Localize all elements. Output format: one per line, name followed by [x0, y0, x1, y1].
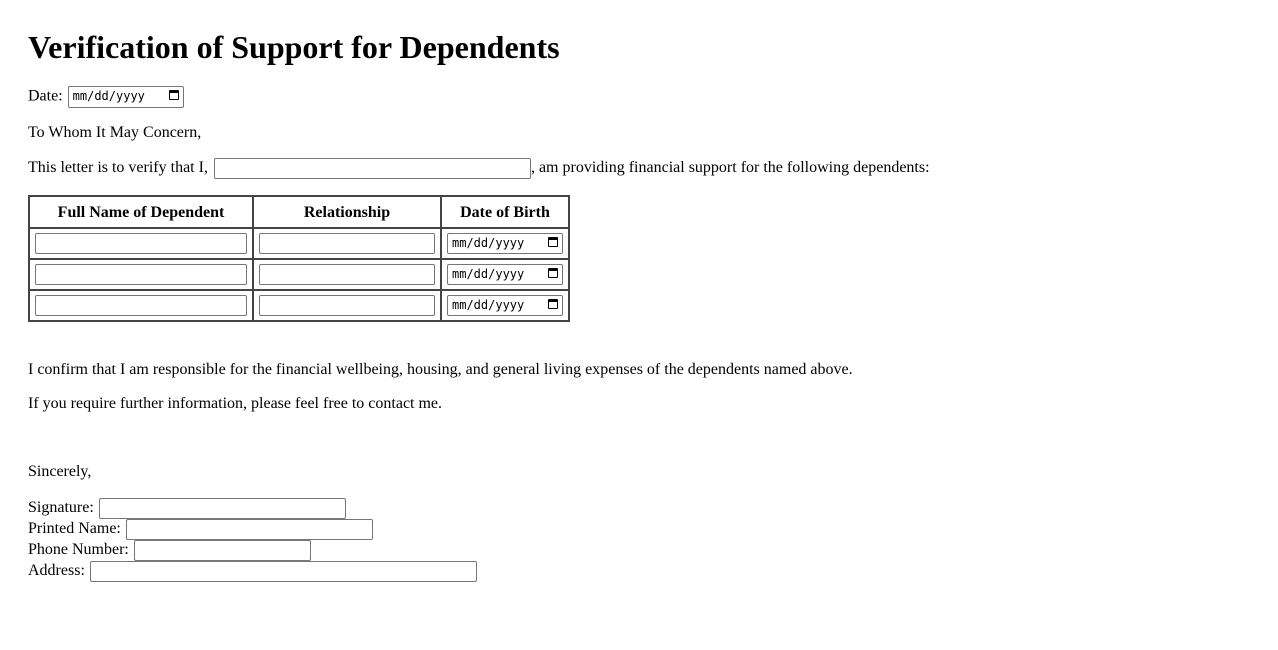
printed-name-label: Printed Name:: [28, 520, 121, 537]
table-row: [29, 259, 569, 290]
signature-row: [28, 497, 346, 518]
table-header-row: [29, 196, 569, 228]
dependent-relationship-input[interactable]: [259, 264, 435, 285]
dependent-full-name-input[interactable]: [35, 295, 247, 316]
verify-sentence: [28, 158, 930, 178]
phone-number-input[interactable]: [134, 540, 311, 561]
date-placeholder: mm/dd/yyyy: [72, 89, 145, 103]
table-cell: [253, 259, 441, 290]
verifier-name-input[interactable]: [214, 158, 531, 179]
closing: Sincerely,: [28, 463, 92, 480]
address-row: [28, 560, 477, 581]
dependent-relationship-input[interactable]: [259, 295, 435, 316]
contact-paragraph: If you require further information, please feel free to contact me.: [28, 395, 443, 412]
date-row: [28, 86, 184, 106]
dependents-table: [28, 195, 570, 322]
dependent-dob-input[interactable]: [447, 295, 563, 316]
phone-number-row: [28, 539, 311, 560]
printed-name-input[interactable]: [126, 519, 373, 540]
dob-placeholder: mm/dd/yyyy: [452, 236, 525, 250]
date-input[interactable]: [68, 86, 184, 108]
table-row: [29, 290, 569, 321]
verify-suffix: , am providing financial support for the following dependents:: [530, 159, 930, 177]
table-row: [29, 228, 569, 259]
phone-number-label: Phone Number:: [28, 541, 129, 558]
address-input[interactable]: [90, 561, 477, 582]
verify-prefix: This letter is to verify that I,: [28, 159, 208, 177]
calendar-icon[interactable]: [548, 299, 558, 309]
dependent-full-name-input[interactable]: [35, 233, 247, 254]
dependent-dob-input[interactable]: [447, 264, 563, 285]
column-header-date-of-birth: Date of Birth: [441, 196, 569, 228]
table-cell: [441, 290, 569, 321]
dependent-dob-input[interactable]: [447, 233, 563, 254]
table-cell: [29, 290, 253, 321]
signature-label: Signature:: [28, 499, 94, 516]
printed-name-row: [28, 518, 373, 539]
confirmation-paragraph: I confirm that I am responsible for the financial wellbeing, housing, and general living expenses of the dependents named above.: [28, 361, 853, 378]
date-label: Date:: [28, 87, 63, 105]
table-cell: [253, 228, 441, 259]
dob-placeholder: mm/dd/yyyy: [452, 298, 525, 312]
table-cell: [29, 228, 253, 259]
signature-input[interactable]: [99, 498, 346, 519]
calendar-icon[interactable]: [548, 268, 558, 278]
salutation: To Whom It May Concern,: [28, 124, 202, 141]
column-header-relationship: Relationship: [253, 196, 441, 228]
dependent-relationship-input[interactable]: [259, 233, 435, 254]
table-cell: [441, 228, 569, 259]
address-label: Address:: [28, 562, 85, 579]
table-cell: [253, 290, 441, 321]
page-title: Verification of Support for Dependents: [28, 29, 560, 65]
column-header-full-name: Full Name of Dependent: [29, 196, 253, 228]
dependent-full-name-input[interactable]: [35, 264, 247, 285]
dob-placeholder: mm/dd/yyyy: [452, 267, 525, 281]
table-cell: [29, 259, 253, 290]
calendar-icon[interactable]: [169, 90, 179, 100]
calendar-icon[interactable]: [548, 237, 558, 247]
table-cell: [441, 259, 569, 290]
